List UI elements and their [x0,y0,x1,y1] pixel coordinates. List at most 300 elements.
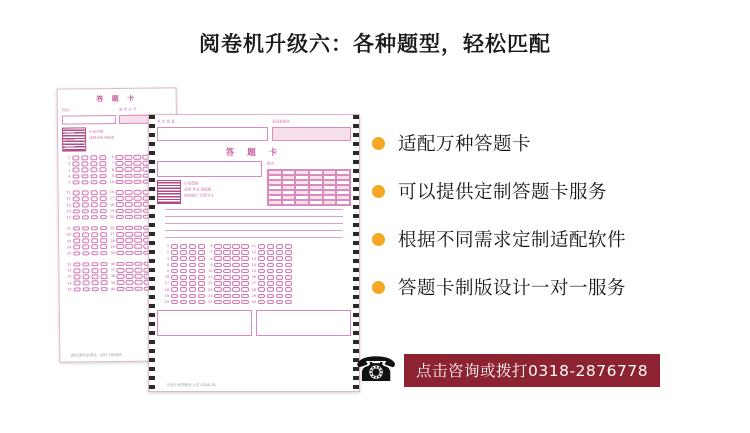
bubble-option [100,262,108,267]
grid-cell [268,200,282,205]
bubble-option [125,238,133,243]
bubble-option [134,238,142,243]
bubble-row-number: 2 [166,250,169,255]
bubble-option [180,256,188,261]
bubble-option [232,275,240,280]
bubble-row-number: 23 [208,287,213,292]
grid-cell [323,200,337,205]
bubble-option [90,168,98,173]
bubble-option [180,287,188,292]
bubble-row-number: 20 [164,299,169,304]
sheet-head-box-label-2: 条码粘贴处 [271,119,290,124]
bubble-option [116,244,124,249]
bubble-row-number: 19 [164,293,169,298]
bubble-option [99,161,107,166]
bubble-option [198,256,206,261]
bubble-option [135,286,143,291]
bubble-option [134,244,142,249]
bubble-option [198,275,206,280]
bubble-option [214,294,222,299]
sheet-stamp-line-1: 小班型群 [88,129,104,134]
bubble-option [125,250,133,255]
bubble-row-number: 12 [66,196,71,201]
bubble-option [276,294,284,299]
bubble-option [198,263,206,268]
bubble-option [198,269,206,274]
bubble-option [100,274,108,279]
bubble-row-number: 32 [67,268,72,273]
bubble-option [285,300,293,305]
list-item [372,226,724,252]
bubble-option [267,287,275,292]
answer-sheet-illustration [52,80,352,400]
list-item [372,178,724,204]
list-item [372,130,724,156]
bubble-row-number: 16 [109,190,115,195]
page-title: 阅卷机升级六：各种题型，轻松匹配 [199,32,551,56]
bubble-option [82,287,90,292]
answer-line [165,237,343,238]
bubble-option [189,294,197,299]
bubble-row-number: 8 [111,167,114,172]
timing-marks-left [149,115,155,391]
bubble-option [125,196,133,201]
bubble-option [90,174,98,179]
bubble-option [90,190,98,195]
bubble-option [90,155,98,160]
bubble-row-number: 4 [166,262,169,267]
bubble-row-number: 26 [110,226,115,231]
bubble-option [189,244,197,249]
bubble-option [116,196,124,201]
contact-cta-label[interactable]: 点击咨询或拨打0318-2876778 [404,354,660,387]
bubble-option [125,226,133,231]
bubble-option [285,281,293,286]
bubble-option [134,190,142,195]
bubble-option [241,294,249,299]
grid-row [268,200,350,205]
bubble-option [214,250,222,255]
sheet-title-secondary: 答 题 卡 [96,94,138,104]
bubble-option [276,244,284,249]
sheet-stamp-line-3: 阅卷统计 反馈为主 [184,193,214,198]
bubble-option [189,250,197,255]
bubble-option [82,251,90,256]
bubble-option [241,250,249,255]
bubble-row [163,281,345,286]
bubble-option [258,300,266,305]
bubble-option [134,232,142,237]
bubble-option [125,232,133,237]
bubble-option [134,262,142,267]
bubble-option [267,244,275,249]
bubble-row [163,250,345,255]
sheet-title-primary: 答 题 卡 [225,148,283,158]
bubble-option [73,239,81,244]
bubble-option [171,250,179,255]
bubble-option [232,269,240,274]
bubble-row-number: 31 [67,262,72,267]
bubble-option [189,287,197,292]
bubble-option [124,173,132,178]
bubble-option [125,215,133,220]
bubble-option [124,167,132,172]
bubble-option [198,294,206,299]
bubble-row-number: 7 [111,161,114,166]
bubble-option [73,275,81,280]
bubble-option [232,300,240,305]
bubble-option [171,275,179,280]
bubble-option [267,263,275,268]
bubble-row-number: 9 [210,262,213,267]
bubble-option [81,190,89,195]
bubble-option [241,244,249,249]
bubble-row-number: 7 [210,250,213,255]
bubble-option [180,300,188,305]
bubble-option [73,281,81,286]
sheet-score-grid [267,169,351,206]
bubble-option [125,262,133,267]
sheet-essay-box-1 [157,310,252,336]
sheet-answer-lines [165,209,343,238]
bubble-option [99,202,107,207]
bubble-option [125,244,133,249]
bubble-option [189,275,197,280]
bubble-option [258,269,266,274]
bubble-option [285,269,293,274]
answer-line [165,216,343,217]
bubble-option [90,215,98,220]
bubble-option [258,263,266,268]
bubble-row-number: 14 [66,209,71,214]
bubble-option [115,174,123,179]
bubble-row-number: 10 [109,180,115,185]
bubble-option [180,269,188,274]
bubble-option [223,287,231,292]
bubble-option [241,300,249,305]
bubble-row [163,263,345,268]
sheet-head-box-label-1: 考 生 信 息 [157,119,175,124]
contact-cta[interactable] [354,352,660,388]
bubble-row-number: 37 [110,268,115,273]
bubble-row-number: 34 [67,281,72,286]
bubble-option [133,173,141,178]
bubble-row-number: 13 [251,256,256,261]
bubble-row-number: 30 [251,299,256,304]
bubble-option [180,250,188,255]
sheet-footer-secondary: 请用2B铅笔填涂，保持卡面清洁 [70,352,122,358]
bubble-row-number: 20 [110,215,115,220]
bubble-option [133,161,141,166]
bubble-option [90,203,98,208]
bubble-option [100,280,108,285]
sheet-stamp-line-2: 成绩分析功能值 [89,135,115,140]
bubble-row [163,244,345,249]
bubble-option [81,180,89,185]
bubble-option [276,300,284,305]
bubble-option [99,196,107,201]
bubble-option [73,287,81,292]
bubble-row [163,294,345,299]
bubble-option [91,268,99,273]
bubble-option [99,155,107,160]
bubble-row-number: 3 [166,256,169,261]
grid-cell [282,200,296,205]
bubble-row-number: 4 [68,174,71,179]
bubble-option [100,287,108,292]
bubble-option [223,269,231,274]
bubble-row-number: 1 [68,155,71,160]
bubble-option [91,251,99,256]
bubble-option [267,256,275,261]
bubble-option [267,294,275,299]
bubble-option [134,226,142,231]
bubble-option [116,215,124,220]
bubble-option [126,286,134,291]
bubble-row-number: 27 [251,281,256,286]
bubble-option [73,245,81,250]
bubble-option [285,263,293,268]
bubble-option [223,300,231,305]
bubble-option [90,196,98,201]
bubble-option [134,196,142,201]
bubble-option [214,263,222,268]
qr-code-icon [62,127,86,151]
bubble-option [90,161,98,166]
bubble-option [81,168,89,173]
bubble-option [116,251,124,256]
bubble-option [267,275,275,280]
bubble-option [180,275,188,280]
bubble-option [117,274,125,279]
list-item [372,274,724,300]
bubble-option [133,167,141,172]
bubble-option [223,256,231,261]
bubble-option [91,287,99,292]
bubble-option [189,281,197,286]
bullet-dot-icon [372,281,385,294]
sheet-footer-primary: 河北小班型统计公司 0318-28 [167,383,216,387]
feature-list [372,130,724,322]
bubble-option [258,287,266,292]
bubble-option [100,245,108,250]
bubble-option [116,180,124,185]
bubble-option [115,155,123,160]
bubble-option [241,275,249,280]
bubble-row [163,269,345,274]
bubble-option [116,202,124,207]
bubble-option [258,281,266,286]
bubble-option [232,263,240,268]
bubble-option [82,268,90,273]
bubble-option [134,214,142,219]
bubble-option [72,168,80,173]
bubble-option [72,174,80,179]
bubble-option [82,239,90,244]
bubble-option [276,269,284,274]
bubble-row-number: 28 [110,238,115,243]
bubble-option [214,287,222,292]
bubble-option [115,167,123,172]
bubble-option [116,238,124,243]
bubble-option [223,275,231,280]
bubble-option [267,269,275,274]
bubble-option [198,287,206,292]
bubble-option [99,180,107,185]
bubble-option [72,155,80,160]
bubble-row-number: 9 [111,173,115,178]
bubble-option [125,180,133,185]
bubble-option [285,244,293,249]
bubble-option [99,215,107,220]
sheet-stamp-line-1: 小班型群 [184,181,199,186]
sheet-barcode-box [272,127,351,141]
bubble-option [180,244,188,249]
bubble-row-number: 17 [164,281,169,286]
bubble-option [99,190,107,195]
bubble-option [267,300,275,305]
bubble-option [124,161,132,166]
bubble-option [180,263,188,268]
qr-code-icon [157,180,181,204]
bubble-row [163,256,345,261]
bubble-option [214,275,222,280]
bubble-row-number: 14 [251,262,256,267]
bubble-option [285,275,293,280]
bubble-row-number: 25 [66,251,72,256]
bubble-option [126,280,134,285]
bubble-option [116,226,124,231]
bubble-option [134,202,142,207]
bubble-option [241,256,249,261]
bubble-option [73,268,81,273]
bubble-option [198,300,206,305]
bubble-option [99,167,107,172]
bubble-option [285,287,293,292]
bubble-option [134,180,142,185]
bubble-option [276,275,284,280]
bubble-option [285,256,293,261]
bubble-option [73,226,81,231]
bubble-row-number: 5 [166,269,169,274]
bubble-row-number: 24 [208,293,213,298]
bubble-row-number: 11 [66,190,71,195]
bullet-dot-icon [372,137,385,150]
bubble-row-number: 36 [110,262,115,267]
bubble-row-number: 13 [66,203,71,208]
bubble-option [267,250,275,255]
bubble-option [72,190,80,195]
bubble-option [125,268,133,273]
bubble-row-number: 21 [208,275,213,280]
grid-cell [295,200,309,205]
bubble-option [171,256,179,261]
bubble-row-number: 8 [210,256,213,261]
bubble-option [82,226,90,231]
bubble-option [81,161,89,166]
bubble-option [116,232,124,237]
bubble-option [198,281,206,286]
bubble-option [81,209,89,214]
bubble-option [134,250,142,255]
bubble-option [82,232,90,237]
bubble-row-number: 40 [110,286,116,291]
bubble-row-number: 33 [67,274,72,280]
answer-sheet-primary [148,114,360,392]
grid-cell [336,200,350,205]
bubble-option [73,251,81,256]
bubble-option [232,244,240,249]
bubble-option [276,250,284,255]
bubble-option [198,250,206,255]
list-item-label: 答题卡制版设计一对一服务 [398,278,627,299]
bubble-option [135,274,143,279]
bullet-dot-icon [372,185,385,198]
bubble-option [99,209,107,214]
bubble-option [214,256,222,261]
bubble-row-number: 16 [164,275,169,280]
bubble-option [223,244,231,249]
bubble-row [163,300,345,305]
bubble-option [72,180,80,185]
bubble-row-number: 1 [166,244,169,249]
bubble-row-number: 29 [110,244,115,249]
bubble-row-number: 19 [110,208,115,213]
bubble-option [100,238,108,243]
bubble-option [91,238,99,243]
bullet-dot-icon [372,233,385,246]
bubble-option [241,281,249,286]
bubble-option [171,281,179,286]
list-item-label: 可以提供定制答题卡服务 [398,182,608,203]
list-item-label: 根据不同需求定制适配软件 [398,230,627,251]
bubble-option [267,281,275,286]
bubble-option [134,208,142,213]
sheet-student-info-box [157,127,268,141]
bubble-option [241,287,249,292]
bubble-option [198,244,206,249]
bubble-row-number: 23 [66,239,72,244]
bubble-option [81,203,89,208]
bubble-option [126,274,134,279]
bubble-option [82,274,90,279]
bubble-option [99,174,107,179]
bubble-option [232,256,240,261]
bubble-option [258,294,266,299]
bubble-row [163,287,345,292]
bubble-row-number: 25 [208,299,213,304]
bubble-option [117,287,125,292]
grid-cell [309,200,323,205]
bubble-option [91,232,99,237]
bubble-option [258,256,266,261]
telephone-icon: ☎ [354,350,398,390]
bubble-option [258,244,266,249]
bubble-option [91,281,99,286]
bubble-option [171,263,179,268]
sheet-stamp-line-2: 成绩 作业 班级组 [184,187,212,192]
bubble-option [214,244,222,249]
bubble-option [91,226,99,231]
answer-line [165,223,343,224]
bubble-row-number: 21 [66,226,72,231]
bubble-option [82,245,90,250]
bubble-option [232,250,240,255]
bubble-row-number: 2 [68,161,71,167]
sheet-name-box [62,115,116,125]
bubble-option [276,281,284,286]
bubble-row-number: 28 [251,287,256,292]
